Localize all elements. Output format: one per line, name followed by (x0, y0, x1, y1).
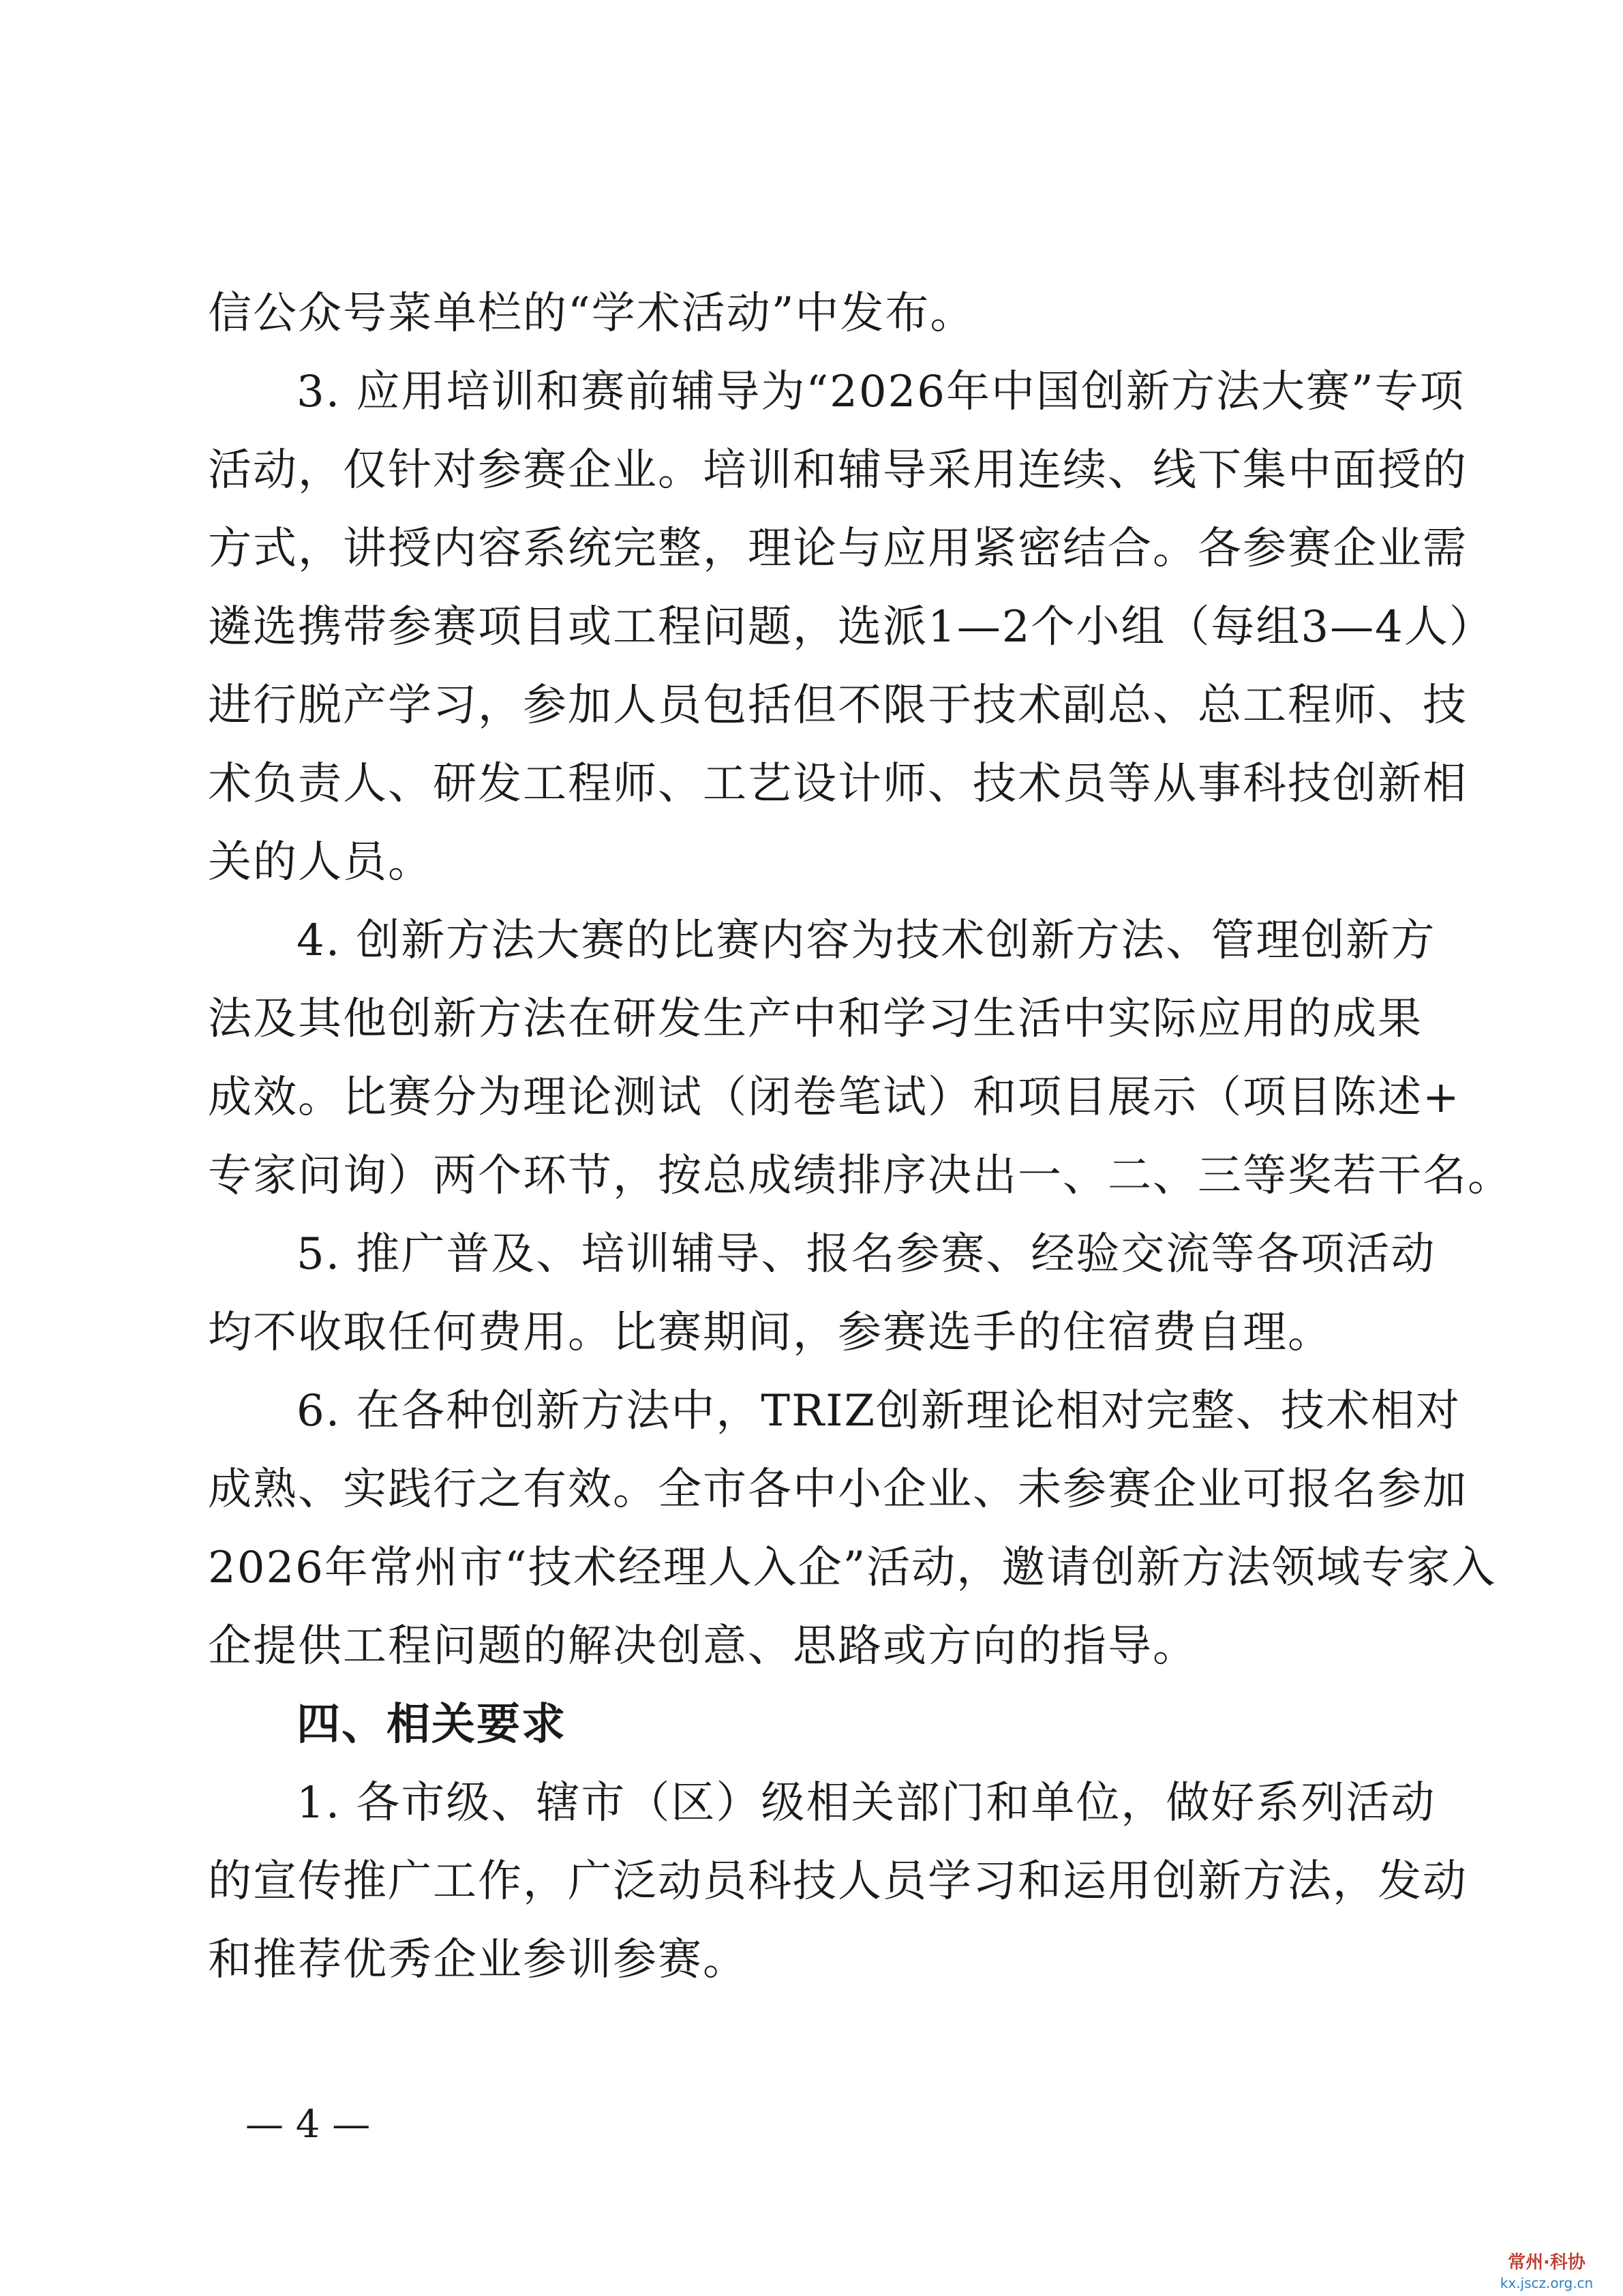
paragraph-line: 的宣传推广工作，广泛动员科技人员学习和运用创新方法，发动 (208, 1856, 1468, 1907)
paragraph-line: 5. 推广普及、培训辅导、报名参赛、经验交流等各项活动 (297, 1229, 1436, 1280)
paragraph-line: 2026年常州市“技术经理人入企”活动，邀请创新方法领域专家入 (208, 1543, 1497, 1593)
paragraph-line: 法及其他创新方法在研发生产中和学习生活中实际应用的成果 (208, 994, 1423, 1044)
paragraph-line: 信公众号菜单栏的“学术活动”中发布。 (208, 288, 975, 339)
paragraph-line: 关的人员。 (208, 837, 433, 888)
paragraph-line: 4. 创新方法大赛的比赛内容为技术创新方法、管理创新方 (297, 916, 1436, 966)
paragraph-line: 进行脱产学习，参加人员包括但不限于技术副总、总工程师、技 (208, 680, 1468, 731)
paragraph-line: 活动，仅针对参赛企业。培训和辅导采用连续、线下集中面授的 (208, 445, 1468, 496)
paragraph-line: 均不收取任何费用。比赛期间，参赛选手的住宿费自理。 (208, 1308, 1333, 1358)
paragraph-line: 专家问询）两个环节，按总成绩排序决出一、二、三等奖若干名。 (208, 1151, 1513, 1201)
paragraph-line: 1. 各市级、辖市（区）级相关部门和单位，做好系列活动 (297, 1778, 1436, 1828)
paragraph-line: 6. 在各种创新方法中，TRIZ创新理论相对完整、技术相对 (297, 1386, 1461, 1436)
paragraph-line: 成熟、实践行之有效。全市各中小企业、未参赛企业可报名参加 (208, 1464, 1468, 1515)
watermark-url: kx.jscz.org.cn (1500, 2275, 1594, 2291)
section-heading: 四、相关要求 (297, 1700, 566, 1750)
watermark-title: 常州·科协 (1508, 2252, 1586, 2273)
paragraph-line: 和推荐优秀企业参训参赛。 (208, 1935, 748, 1985)
paragraph-line: 方式，讲授内容系统完整，理论与应用紧密结合。各参赛企业需 (208, 524, 1468, 574)
paragraph-line: 3. 应用培训和赛前辅导为“2026年中国创新方法大赛”专项 (297, 367, 1465, 417)
paragraph-line: 成效。比赛分为理论测试（闭卷笔试）和项目展示（项目陈述+ (208, 1072, 1461, 1123)
page-number: — 4 — (245, 2102, 371, 2147)
paragraph-line: 术负责人、研发工程师、工艺设计师、技术员等从事科技创新相 (208, 759, 1468, 809)
paragraph-line: 遴选携带参赛项目或工程问题，选派1—2个小组（每组3—4人） (208, 602, 1494, 652)
paragraph-line: 企提供工程问题的解决创意、思路或方向的指导。 (208, 1621, 1198, 1672)
watermark-logo (1478, 2251, 1615, 2292)
